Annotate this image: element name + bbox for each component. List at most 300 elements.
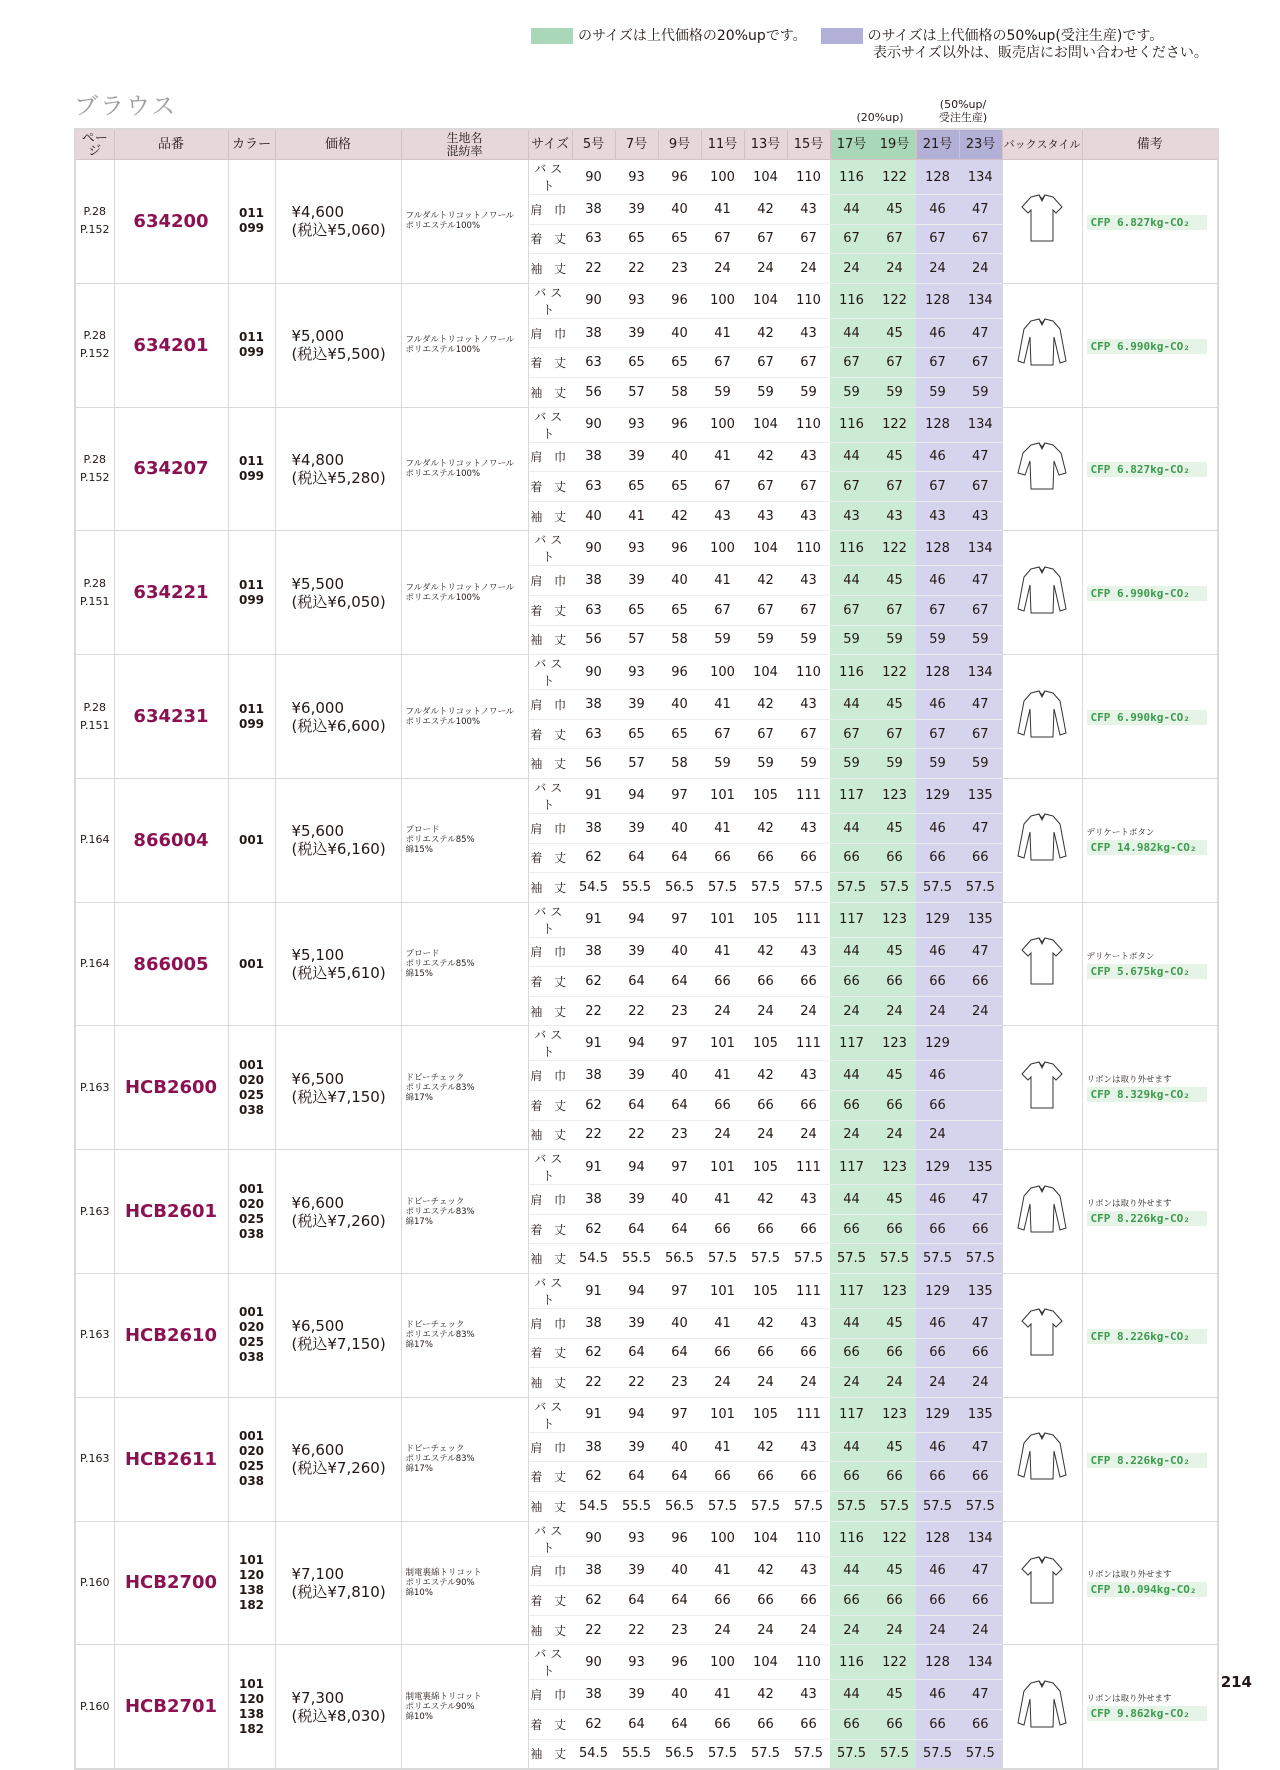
size-value: 57.5 xyxy=(787,873,830,903)
size-value: 129 xyxy=(916,1150,959,1185)
size-value: 57.5 xyxy=(744,1492,787,1522)
note-cell xyxy=(1082,1521,1218,1645)
size-value: 122 xyxy=(873,1521,916,1556)
size-value: 41 xyxy=(701,1680,744,1710)
size-value: 66 xyxy=(873,1091,916,1121)
size-value: 59 xyxy=(744,625,787,655)
note-cell xyxy=(1082,160,1218,284)
size-value: 24 xyxy=(744,1120,787,1150)
size-value: 47 xyxy=(959,566,1002,596)
size-value: 54.5 xyxy=(572,1492,615,1522)
size-value: 64 xyxy=(615,967,658,997)
size-value: 46 xyxy=(916,937,959,967)
size-value: 66 xyxy=(744,1709,787,1739)
size-value: 66 xyxy=(787,1709,830,1739)
size-value: 105 xyxy=(744,1026,787,1061)
size-value: 63 xyxy=(572,224,615,254)
size-value: 22 xyxy=(615,996,658,1026)
measure-label: 袖 丈 xyxy=(528,501,572,531)
legend-note: 表示サイズ以外は、販売店にお問い合わせください。 xyxy=(873,45,1208,61)
size-value: 39 xyxy=(615,937,658,967)
size-value: 93 xyxy=(615,1645,658,1680)
size-value: 67 xyxy=(701,472,744,502)
size-value: 57.5 xyxy=(916,1739,959,1769)
size-value: 24 xyxy=(787,1615,830,1645)
size-value: 55.5 xyxy=(615,1739,658,1769)
size-value: 59 xyxy=(959,749,1002,779)
note-cell xyxy=(1082,1274,1218,1398)
note-cell xyxy=(1082,1645,1218,1769)
size-value: 40 xyxy=(658,566,701,596)
size-value: 66 xyxy=(830,1586,873,1616)
size-value: 24 xyxy=(959,1368,1002,1398)
size-value: 42 xyxy=(744,1432,787,1462)
size-value: 66 xyxy=(916,1338,959,1368)
size-value: 45 xyxy=(873,318,916,348)
size-value: 100 xyxy=(701,1645,744,1680)
fabric: フルダルトリコットノワール ポリエステル100% xyxy=(401,160,528,284)
size-value: 57.5 xyxy=(959,1244,1002,1274)
size-value: 56.5 xyxy=(658,1492,701,1522)
table-row xyxy=(75,1274,1218,1309)
fabric: フルダルトリコットノワール ポリエステル100% xyxy=(401,655,528,779)
measure-label: 肩 巾 xyxy=(528,1432,572,1462)
size-value: 24 xyxy=(701,254,744,284)
size-value: 38 xyxy=(572,195,615,225)
size-value: 128 xyxy=(916,531,959,566)
size-value: 56 xyxy=(572,625,615,655)
size-value: 91 xyxy=(572,1150,615,1185)
size-value: 67 xyxy=(701,595,744,625)
size-value: 22 xyxy=(572,1120,615,1150)
size-value: 96 xyxy=(658,1521,701,1556)
size-value: 45 xyxy=(873,1185,916,1215)
cfp-badge: CFP 6.990kg-CO₂ xyxy=(1087,710,1207,725)
size-value: 123 xyxy=(873,902,916,937)
size-value: 67 xyxy=(959,719,1002,749)
measure-label: 袖 丈 xyxy=(528,1120,572,1150)
measure-label: 袖 丈 xyxy=(528,749,572,779)
measure-label: 肩 巾 xyxy=(528,1680,572,1710)
size-value: 122 xyxy=(873,531,916,566)
size-value: 23 xyxy=(658,996,701,1026)
measure-label: 着 丈 xyxy=(528,224,572,254)
size-value: 42 xyxy=(744,937,787,967)
table-row xyxy=(75,1026,1218,1061)
size-value: 90 xyxy=(572,531,615,566)
measure-label: 着 丈 xyxy=(528,967,572,997)
size-value: 24 xyxy=(744,996,787,1026)
fabric: ドビーチェック ポリエステル83% 綿17% xyxy=(401,1150,528,1274)
size-value: 66 xyxy=(787,1338,830,1368)
long-sleeve-blouse-icon xyxy=(1014,730,1070,745)
size-value: 123 xyxy=(873,1026,916,1061)
size-value: 24 xyxy=(744,254,787,284)
size-value: 94 xyxy=(615,1026,658,1061)
size-value: 24 xyxy=(744,1368,787,1398)
size-value: 91 xyxy=(572,778,615,813)
size-value: 40 xyxy=(572,501,615,531)
size-value: 67 xyxy=(830,348,873,378)
size-value: 66 xyxy=(916,843,959,873)
size-value: 43 xyxy=(830,501,873,531)
size-value: 24 xyxy=(916,996,959,1026)
size-value: 57.5 xyxy=(701,873,744,903)
size-value: 44 xyxy=(830,195,873,225)
size-value: 23 xyxy=(658,254,701,284)
size-value: 41 xyxy=(701,1061,744,1091)
header-size-19: 19号 xyxy=(873,129,916,160)
legend-purple-text: のサイズは上代価格の50%up(受注生産)です。 xyxy=(867,28,1164,44)
size-value: 104 xyxy=(744,1645,787,1680)
header-size-13: 13号 xyxy=(744,129,787,160)
measure-label: 着 丈 xyxy=(528,1338,572,1368)
table-row xyxy=(75,407,1218,442)
size-value xyxy=(959,1061,1002,1091)
fabric: 制電裏綿トリコット ポリエステル90% 綿10% xyxy=(401,1521,528,1645)
size-value: 64 xyxy=(658,843,701,873)
cfp-badge: CFP 6.990kg-CO₂ xyxy=(1087,339,1207,354)
header-size-7: 7号 xyxy=(615,129,658,160)
size-value: 64 xyxy=(658,1586,701,1616)
short-sleeve-blouse-icon xyxy=(1014,1101,1070,1116)
size-value: 45 xyxy=(873,1061,916,1091)
size-value: 40 xyxy=(658,1185,701,1215)
size-value: 66 xyxy=(787,967,830,997)
measure-label: 肩 巾 xyxy=(528,1309,572,1339)
size-value: 24 xyxy=(873,1120,916,1150)
size-value: 44 xyxy=(830,813,873,843)
measure-label: 肩 巾 xyxy=(528,1556,572,1586)
size-value: 57.5 xyxy=(701,1739,744,1769)
size-value: 44 xyxy=(830,1061,873,1091)
size-value: 66 xyxy=(959,843,1002,873)
size-value: 134 xyxy=(959,160,1002,195)
long-sleeve-blouse-icon xyxy=(1014,358,1070,373)
size-value: 94 xyxy=(615,902,658,937)
measure-label: バスト xyxy=(528,655,572,690)
header-size: サイズ xyxy=(528,129,572,160)
color-codes: 011 099 xyxy=(228,283,275,407)
size-value: 45 xyxy=(873,813,916,843)
measure-label: 着 丈 xyxy=(528,1462,572,1492)
size-value: 67 xyxy=(787,224,830,254)
size-value: 24 xyxy=(787,996,830,1026)
size-value: 66 xyxy=(701,1586,744,1616)
size-value: 42 xyxy=(744,1680,787,1710)
size-value: 100 xyxy=(701,531,744,566)
back-style xyxy=(1002,1150,1082,1274)
size-value: 39 xyxy=(615,442,658,472)
size-value: 59 xyxy=(916,377,959,407)
size-value: 22 xyxy=(615,1615,658,1645)
size-value: 55.5 xyxy=(615,1492,658,1522)
size-value: 47 xyxy=(959,1432,1002,1462)
size-value: 111 xyxy=(787,1150,830,1185)
size-value: 41 xyxy=(701,1185,744,1215)
cfp-badge: CFP 6.827kg-CO₂ xyxy=(1087,462,1207,477)
size-value: 67 xyxy=(744,472,787,502)
back-style xyxy=(1002,1521,1082,1645)
size-value: 66 xyxy=(701,1709,744,1739)
size-value: 90 xyxy=(572,160,615,195)
size-value: 43 xyxy=(787,566,830,596)
cfp-badge: CFP 8.226kg-CO₂ xyxy=(1087,1211,1207,1226)
header-size-17: 17号 xyxy=(830,129,873,160)
size-value: 66 xyxy=(744,1586,787,1616)
size-value: 66 xyxy=(830,1338,873,1368)
color-codes: 101 120 138 182 xyxy=(228,1521,275,1645)
size-value: 66 xyxy=(873,1586,916,1616)
size-value: 67 xyxy=(916,224,959,254)
size-value: 66 xyxy=(830,1709,873,1739)
size-value: 59 xyxy=(873,377,916,407)
size-value: 117 xyxy=(830,1274,873,1309)
size-value: 38 xyxy=(572,813,615,843)
table-row xyxy=(75,1645,1218,1680)
cfp-badge: CFP 5.675kg-CO₂ xyxy=(1087,964,1207,979)
measure-label: バスト xyxy=(528,1274,572,1309)
price: ¥7,300 (税込¥8,030) xyxy=(275,1645,401,1769)
size-value: 97 xyxy=(658,1026,701,1061)
size-value: 116 xyxy=(830,407,873,442)
size-value: 110 xyxy=(787,1521,830,1556)
note-text: リボンは取り外せます xyxy=(1086,1694,1172,1705)
size-value: 64 xyxy=(615,843,658,873)
size-value: 59 xyxy=(830,625,873,655)
size-value: 40 xyxy=(658,937,701,967)
product-code: HCB2600 xyxy=(114,1026,228,1150)
size-value: 64 xyxy=(615,1091,658,1121)
size-value: 67 xyxy=(787,719,830,749)
size-value: 41 xyxy=(701,195,744,225)
size-value: 91 xyxy=(572,1026,615,1061)
measure-label: バスト xyxy=(528,160,572,195)
size-value: 43 xyxy=(787,501,830,531)
short-sleeve-blouse-icon xyxy=(1014,1348,1070,1363)
size-value: 43 xyxy=(787,1185,830,1215)
long-sleeve-blouse-icon xyxy=(1014,1720,1070,1735)
size-value: 67 xyxy=(916,595,959,625)
fabric: フルダルトリコットノワール ポリエステル100% xyxy=(401,283,528,407)
size-value: 43 xyxy=(916,501,959,531)
size-value: 57.5 xyxy=(744,1244,787,1274)
size-value: 105 xyxy=(744,1397,787,1432)
size-value: 59 xyxy=(873,749,916,779)
size-value: 42 xyxy=(744,690,787,720)
size-value: 44 xyxy=(830,1185,873,1215)
size-value: 67 xyxy=(959,595,1002,625)
header-price: 価格 xyxy=(275,129,401,160)
size-value: 67 xyxy=(701,224,744,254)
size-value: 40 xyxy=(658,1061,701,1091)
size-value: 24 xyxy=(959,1615,1002,1645)
size-value: 62 xyxy=(572,843,615,873)
size-value: 66 xyxy=(830,1214,873,1244)
size-value: 47 xyxy=(959,195,1002,225)
measure-label: バスト xyxy=(528,283,572,318)
size-value: 41 xyxy=(701,690,744,720)
size-value: 24 xyxy=(873,996,916,1026)
size-value: 54.5 xyxy=(572,1739,615,1769)
cfp-badge: CFP 8.226kg-CO₂ xyxy=(1087,1329,1207,1344)
size-value: 64 xyxy=(615,1586,658,1616)
pct20-label: (20%up) xyxy=(856,111,904,124)
size-value: 117 xyxy=(830,1026,873,1061)
size-value: 129 xyxy=(916,1397,959,1432)
size-value: 62 xyxy=(572,1709,615,1739)
price: ¥6,000 (税込¥6,600) xyxy=(275,655,401,779)
size-value: 47 xyxy=(959,1680,1002,1710)
size-value: 59 xyxy=(701,377,744,407)
size-value: 38 xyxy=(572,1309,615,1339)
size-value: 90 xyxy=(572,283,615,318)
size-value: 91 xyxy=(572,902,615,937)
size-value: 46 xyxy=(916,1309,959,1339)
size-value: 24 xyxy=(701,1368,744,1398)
header-size-15: 15号 xyxy=(787,129,830,160)
header-size-23: 23号 xyxy=(959,129,1002,160)
size-value: 46 xyxy=(916,1556,959,1586)
size-value: 66 xyxy=(959,1462,1002,1492)
size-value: 24 xyxy=(830,1120,873,1150)
size-value: 46 xyxy=(916,318,959,348)
size-value: 39 xyxy=(615,1680,658,1710)
size-value: 40 xyxy=(658,1680,701,1710)
note-text: リボンは取り外せます xyxy=(1086,1570,1172,1581)
header-back-style: バックスタイル xyxy=(1002,129,1082,160)
size-value: 128 xyxy=(916,283,959,318)
size-value: 66 xyxy=(830,1462,873,1492)
size-value: 43 xyxy=(701,501,744,531)
size-value: 93 xyxy=(615,655,658,690)
note-cell xyxy=(1082,531,1218,655)
size-value: 47 xyxy=(959,690,1002,720)
size-value: 46 xyxy=(916,813,959,843)
size-value: 67 xyxy=(830,595,873,625)
size-value: 24 xyxy=(744,1615,787,1645)
size-value: 97 xyxy=(658,1397,701,1432)
size-value: 38 xyxy=(572,1432,615,1462)
color-codes: 011 099 xyxy=(228,655,275,779)
note-cell xyxy=(1082,655,1218,779)
size-value: 41 xyxy=(701,1432,744,1462)
size-value: 66 xyxy=(916,1462,959,1492)
size-value: 54.5 xyxy=(572,873,615,903)
color-codes: 001 020 025 038 xyxy=(228,1150,275,1274)
size-value: 135 xyxy=(959,778,1002,813)
size-value: 128 xyxy=(916,1521,959,1556)
size-value: 100 xyxy=(701,283,744,318)
size-value: 66 xyxy=(830,843,873,873)
page-ref: P.28 P.151 xyxy=(75,531,114,655)
size-value: 40 xyxy=(658,1556,701,1586)
size-value: 63 xyxy=(572,595,615,625)
size-value: 66 xyxy=(744,843,787,873)
size-value: 64 xyxy=(615,1462,658,1492)
size-value: 39 xyxy=(615,1061,658,1091)
measure-label: 着 丈 xyxy=(528,719,572,749)
price: ¥4,600 (税込¥5,060) xyxy=(275,160,401,284)
size-value: 62 xyxy=(572,1091,615,1121)
size-value: 66 xyxy=(701,1462,744,1492)
back-style xyxy=(1002,531,1082,655)
size-value: 59 xyxy=(916,625,959,655)
size-value: 57.5 xyxy=(873,1739,916,1769)
cfp-badge: CFP 10.094kg-CO₂ xyxy=(1087,1582,1207,1597)
page-ref: P.163 xyxy=(75,1026,114,1150)
price: ¥6,600 (税込¥7,260) xyxy=(275,1150,401,1274)
size-value: 59 xyxy=(787,749,830,779)
size-value: 100 xyxy=(701,1521,744,1556)
size-value: 66 xyxy=(873,1338,916,1368)
size-value: 57 xyxy=(615,377,658,407)
back-style xyxy=(1002,778,1082,902)
pct50-label: (50%up/ 受注生産) xyxy=(938,98,988,124)
size-value: 101 xyxy=(701,1150,744,1185)
size-value: 105 xyxy=(744,778,787,813)
table-row xyxy=(75,778,1218,813)
size-value: 45 xyxy=(873,566,916,596)
size-value: 101 xyxy=(701,1274,744,1309)
fabric: ブロード ポリエステル85% 綿15% xyxy=(401,778,528,902)
size-value: 44 xyxy=(830,318,873,348)
size-value: 43 xyxy=(787,1680,830,1710)
size-value: 24 xyxy=(701,1120,744,1150)
size-value: 123 xyxy=(873,1150,916,1185)
size-value: 62 xyxy=(572,1214,615,1244)
size-value: 128 xyxy=(916,1645,959,1680)
size-value: 135 xyxy=(959,1397,1002,1432)
size-value: 22 xyxy=(572,1368,615,1398)
price: ¥4,800 (税込¥5,280) xyxy=(275,407,401,531)
size-value: 67 xyxy=(830,472,873,502)
size-value: 56.5 xyxy=(658,1739,701,1769)
size-value: 59 xyxy=(916,749,959,779)
size-value: 67 xyxy=(959,348,1002,378)
measure-label: バスト xyxy=(528,778,572,813)
size-value: 59 xyxy=(701,749,744,779)
size-value: 93 xyxy=(615,283,658,318)
size-value: 57.5 xyxy=(873,1244,916,1274)
measure-label: バスト xyxy=(528,1397,572,1432)
size-value: 104 xyxy=(744,283,787,318)
size-value: 65 xyxy=(658,472,701,502)
size-value: 66 xyxy=(744,1338,787,1368)
fabric: ドビーチェック ポリエステル83% 綿17% xyxy=(401,1274,528,1398)
size-value: 101 xyxy=(701,778,744,813)
page-ref: P.28 P.152 xyxy=(75,283,114,407)
size-value: 46 xyxy=(916,1680,959,1710)
measure-label: 袖 丈 xyxy=(528,1615,572,1645)
size-value: 67 xyxy=(873,595,916,625)
size-value: 43 xyxy=(787,1309,830,1339)
size-value: 24 xyxy=(830,996,873,1026)
size-value: 55.5 xyxy=(615,1244,658,1274)
long-sleeve-blouse-icon xyxy=(1014,1472,1070,1487)
size-value: 134 xyxy=(959,407,1002,442)
size-value: 62 xyxy=(572,1586,615,1616)
size-value: 105 xyxy=(744,1274,787,1309)
size-value: 46 xyxy=(916,690,959,720)
size-value: 24 xyxy=(830,1368,873,1398)
size-value: 94 xyxy=(615,1397,658,1432)
size-value: 47 xyxy=(959,1309,1002,1339)
size-value: 66 xyxy=(873,843,916,873)
size-value: 45 xyxy=(873,195,916,225)
size-value: 104 xyxy=(744,531,787,566)
size-value: 97 xyxy=(658,902,701,937)
